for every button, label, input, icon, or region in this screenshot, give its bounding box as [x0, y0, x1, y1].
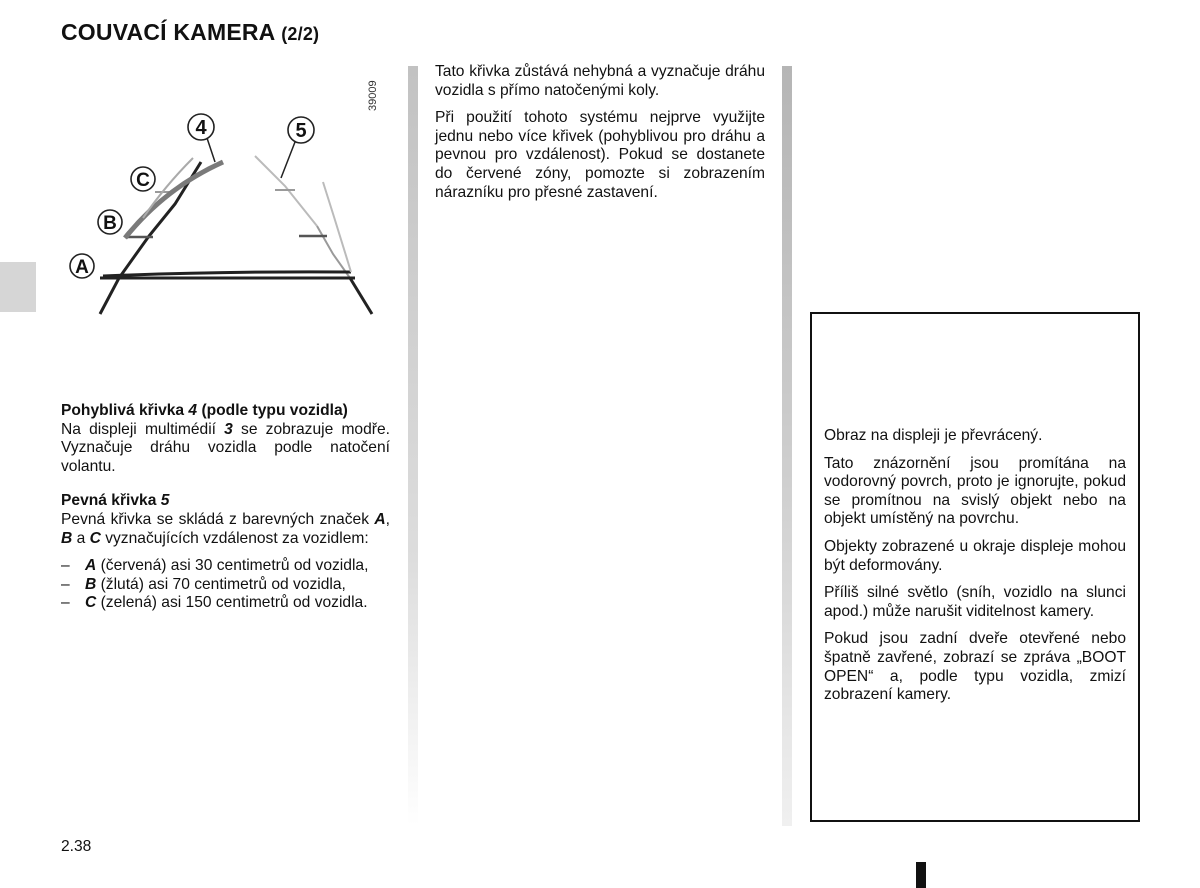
section1-heading-num: 4 — [188, 402, 198, 419]
list-text: (žlutá) asi 70 centimetrů od vozidla, — [96, 575, 346, 593]
marker-a-label: A — [75, 257, 89, 278]
marker-c-icon — [131, 167, 155, 191]
marker-4-icon — [188, 114, 214, 140]
marker-5-label: 5 — [295, 120, 307, 142]
section2-body-suffix: vyznačujících vzdálenost za vozidlem: — [100, 529, 369, 547]
list-dash: – — [61, 575, 70, 593]
section1-heading-prefix: Pohyblivá křivka — [61, 402, 189, 419]
column-divider-left — [408, 66, 418, 826]
leader-4 — [207, 138, 215, 162]
page-edge-mark — [916, 862, 926, 888]
list-mark: B — [85, 575, 97, 593]
section-moving-curve — [61, 402, 390, 476]
guideline-diagram — [55, 66, 385, 326]
page-title — [61, 19, 319, 46]
marker-a-icon — [70, 254, 94, 278]
chapter-tab — [0, 262, 36, 312]
distance-list — [61, 557, 390, 613]
note-paragraph-5: Pokud jsou zadní dveře otevřené nebo špatně zavřené, zobrazí se zpráva „BOOT OPEN“ a, podle typu vozidla, zmizí zobrazení kamery. — [824, 630, 1126, 704]
marker-c-label: C — [136, 170, 150, 191]
section1-body-num: 3 — [224, 420, 233, 438]
section2-heading-prefix: Pevná křivka — [61, 492, 161, 510]
page-number: 2.38 — [61, 838, 92, 855]
marker-4-label: 4 — [195, 117, 207, 139]
section1-heading — [61, 402, 348, 419]
title-main: COUVACÍ KAMERA — [61, 19, 275, 45]
camera-guideline-figure — [55, 66, 385, 331]
list-text: (zelená) asi 150 centimetrů od vozidla. — [96, 594, 368, 612]
section2-sep2: a — [72, 529, 90, 547]
marker-b-icon — [98, 210, 122, 234]
note-paragraph-4: Příliš silné světlo (sníh, vozidlo na slunci apod.) může narušit viditelnost kamery. — [824, 584, 1126, 620]
section2-heading — [61, 492, 169, 509]
column-divider-right — [782, 66, 792, 826]
section2-body-prefix: Pevná křivka se skládá z barevných značek — [61, 510, 375, 528]
list-item — [61, 576, 390, 595]
list-item — [61, 594, 390, 613]
note-box-text — [824, 427, 1126, 714]
note-paragraph-3: Objekty zobrazené u okraje displeje mohou být deformovány. — [824, 537, 1126, 574]
list-mark: C — [85, 594, 97, 612]
section2-mark-a: A — [374, 510, 386, 528]
list-mark: A — [85, 557, 97, 575]
marker-b-label: B — [103, 213, 117, 234]
mid-paragraph-1: Tato křivka zůstává nehybná a vyznačuje dráhu vozidla s přímo natočenými koly. — [435, 63, 765, 99]
mid-paragraph-2: Při použití tohoto systému nejprve využijte jednu nebo více křivek (pohyblivou pro dráhu a pevnou pro vzdálenost). Pokud se dostanete do červené zóny, pomozte si zobrazením nárazníku pro přesné zastavení. — [435, 109, 765, 201]
list-item — [61, 557, 390, 576]
section2-heading-num: 5 — [160, 492, 170, 510]
middle-column-text — [435, 63, 765, 211]
list-text: (červená) asi 30 centimetrů od vozidla, — [96, 557, 369, 575]
section2-mark-b: B — [61, 529, 73, 547]
section2-sep1: , — [385, 510, 390, 528]
leader-5 — [281, 142, 295, 178]
marker-5-icon — [288, 117, 314, 143]
section1-heading-suffix: (podle typu vozidla) — [197, 402, 348, 419]
fixed-line-right-lower — [350, 278, 372, 314]
note-paragraph-2: Tato znázornění jsou promítána na vodorovný povrch, proto je ignorujte, pokud se promítnou na svislý objekt nebo na objekt umístěný na povrchu. — [824, 454, 1126, 528]
section1-body-prefix: Na displeji multimédií — [61, 420, 225, 438]
left-column-text — [61, 402, 390, 613]
section1-body-suffix: se zobrazuje modře. Vyznačuje dráhu vozidla podle natočení volantu. — [61, 420, 390, 475]
list-dash: – — [61, 594, 70, 612]
section2-mark-c: C — [89, 529, 101, 547]
title-suffix: (2/2) — [281, 24, 320, 44]
figure-code: 39009 — [367, 80, 379, 111]
distance-mark-a-curve — [103, 272, 351, 276]
section-fixed-curve — [61, 492, 390, 548]
note-paragraph-1: Obraz na displeji je převrácený. — [824, 427, 1043, 444]
list-dash: – — [61, 557, 70, 575]
